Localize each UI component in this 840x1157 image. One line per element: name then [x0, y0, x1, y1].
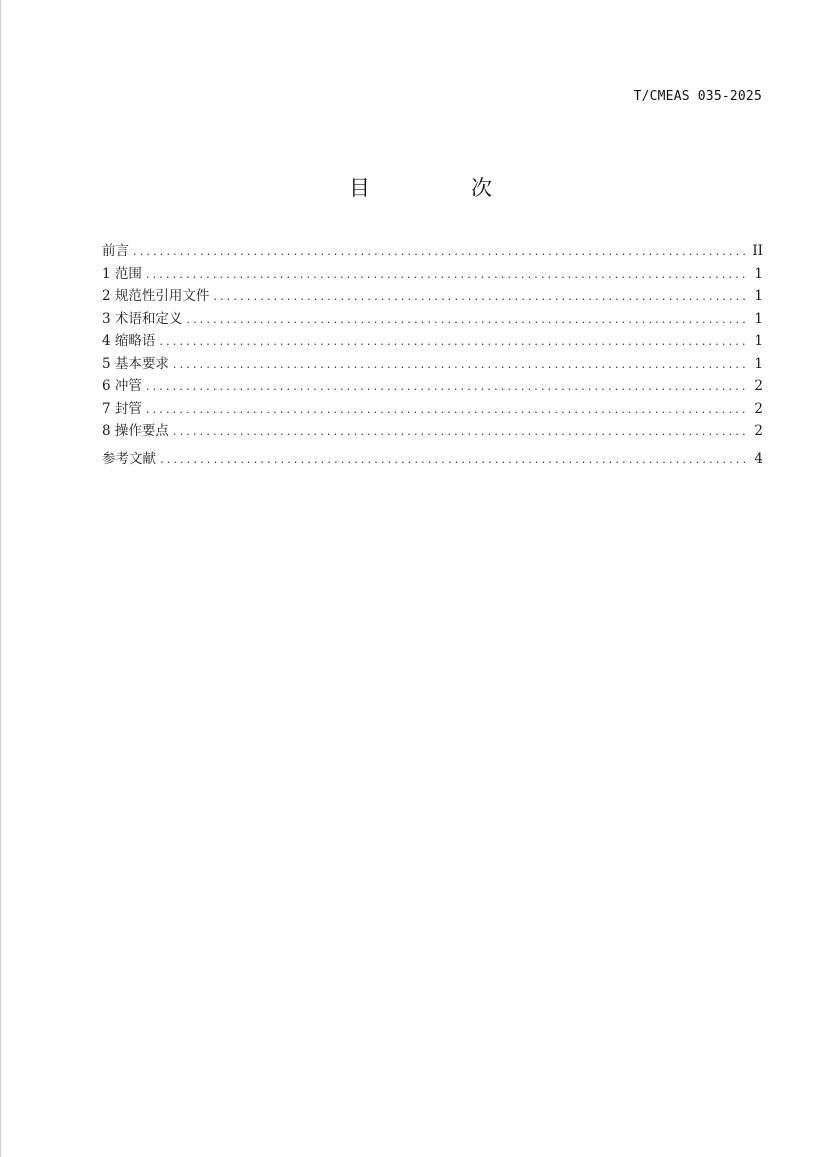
toc-leader-dots	[213, 286, 749, 309]
toc-entry-basic-requirements[interactable]	[102, 353, 763, 376]
toc-entry-label: 3 术语和定义	[102, 310, 183, 327]
document-code: T/CMEAS 035-2025	[633, 89, 762, 104]
toc-entry-label: 5 基本要求	[102, 355, 169, 372]
toc-entry-page: 2	[754, 400, 763, 417]
toc-entry-label: 2 规范性引用文件	[102, 288, 210, 304]
toc-leader-dots	[186, 309, 749, 332]
toc-entry-terms-definitions[interactable]	[102, 308, 763, 331]
toc-entry-page: 2	[754, 378, 763, 394]
toc-entry-operating-points[interactable]	[102, 420, 763, 443]
toc-entry-page: 1	[754, 288, 763, 304]
toc-leader-dots	[133, 241, 748, 264]
toc-entry-label: 6 冲管	[102, 378, 142, 394]
toc-entry-scope[interactable]	[102, 263, 763, 286]
toc-entry-label: 4 缩略语	[102, 333, 156, 349]
toc-entry-label: 1 范围	[102, 265, 142, 282]
toc-entry-bibliography[interactable]	[102, 448, 763, 471]
toc-entry-page: 1	[754, 310, 763, 327]
toc-entry-normative-references[interactable]	[102, 285, 763, 308]
toc-leader-dots	[160, 449, 749, 472]
toc-entry-sealing[interactable]	[102, 398, 763, 421]
toc-leader-dots	[146, 264, 749, 287]
toc-leader-dots	[146, 399, 749, 422]
toc-entry-page: 2	[754, 423, 763, 439]
toc-leader-dots	[173, 421, 749, 444]
toc-entry-label: 8 操作要点	[102, 423, 169, 439]
toc-entry-page: 1	[754, 265, 763, 282]
toc-title: 目 次	[349, 176, 532, 200]
toc-entry-label: 参考文献	[102, 450, 156, 467]
toc-leader-dots	[159, 331, 749, 354]
toc-leader-dots	[146, 376, 749, 399]
toc-leader-dots	[173, 354, 749, 377]
table-of-contents	[102, 240, 763, 470]
toc-entry-label: 7 封管	[102, 400, 142, 417]
toc-entry-page: 1	[754, 355, 763, 372]
toc-entry-foreword[interactable]	[102, 240, 763, 263]
toc-entry-page: 1	[754, 333, 763, 349]
toc-entry-flushing[interactable]	[102, 375, 763, 398]
toc-entry-page: II	[752, 243, 763, 259]
toc-entry-label: 前言	[102, 243, 129, 259]
toc-entry-page: 4	[754, 450, 763, 467]
toc-entry-abbreviations[interactable]	[102, 330, 763, 353]
